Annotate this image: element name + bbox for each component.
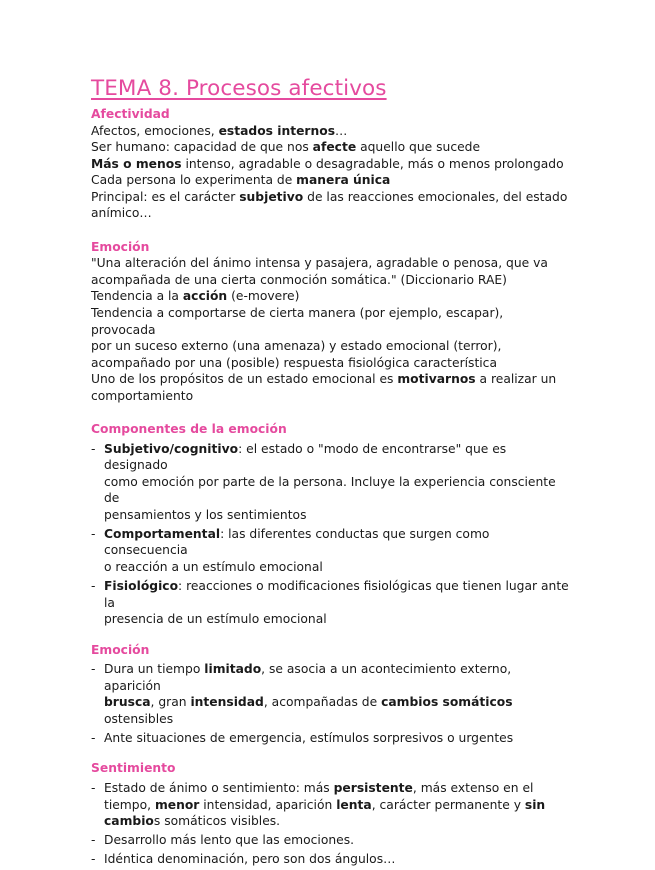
paragraph-line: por un suceso externo (una amenaza) y estado emocional (terror), — [91, 339, 502, 354]
paragraph-line: Tendencia a comportarse de cierta manera (por ejemplo, escapar), provocada — [91, 305, 504, 337]
page-title: TEMA 8. Procesos afectivos — [91, 76, 387, 101]
paragraph-line: Tendencia a la acción (e-movere) — [91, 289, 300, 304]
paragraph-line: "Una alteración del ánimo intensa y pasajera, agradable o penosa, que va — [91, 256, 548, 271]
list-item: - Ante situaciones de emergencia, estímulos sorpresivos o urgentes — [91, 730, 514, 745]
paragraph-line: acompañada de una cierta conmoción somática." (Diccionario RAE) — [91, 272, 507, 287]
section-heading-emocion-2: Emoción — [91, 642, 150, 657]
list-item: - Dura un tiempo limitado, se asocia a un acontecimiento externo, aparición brusca, gran intensidad, acompañadas de cambios somáticos ostensibles — [91, 662, 513, 726]
paragraph-line: Cada persona lo experimenta de manera única — [91, 173, 391, 188]
paragraph-line: Afectos, emociones, estados internos… — [91, 123, 348, 138]
list-item: - Subjetivo/cognitivo: el estado o "modo de encontrarse" que es designado como emoción por parte de la persona. Incluye la experiencia consciente de pensamientos y los sentimientos — [91, 441, 556, 522]
section-heading-componentes: Componentes de la emoción — [91, 422, 287, 437]
list-item: - Idéntica denominación, pero son dos ángulos… — [91, 851, 396, 866]
feeling-list — [91, 780, 571, 868]
section-heading-afectividad: Afectividad — [91, 107, 170, 121]
paragraph-line: Principal: es el carácter subjetivo de las reacciones emocionales, del estado — [91, 189, 568, 204]
list-item: - Estado de ánimo o sentimiento: más persistente, más extenso en el tiempo, menor intensidad, aparición lenta, carácter permanente y sin cambios somáticos visibles. — [91, 780, 546, 829]
paragraph-line: comportamiento — [91, 388, 194, 403]
paragraph-line: Más o menos intenso, agradable o desagradable, más o menos prolongado — [91, 156, 564, 171]
section-heading-emocion: Emoción — [91, 239, 150, 254]
list-item: - Desarrollo más lento que las emociones. — [91, 833, 355, 848]
list-item: - Comportamental: las diferentes conductas que surgen como consecuencia o reacción a un estímulo emocional — [91, 526, 490, 575]
paragraph-line: Ser humano: capacidad de que nos afecte aquello que sucede — [91, 140, 481, 155]
section-heading-sentimiento: Sentimiento — [91, 761, 176, 776]
paragraph-line: Uno de los propósitos de un estado emocional es motivarnos a realizar un — [91, 372, 557, 387]
document-page — [91, 76, 571, 870]
paragraph-line: acompañado por una (posible) respuesta fisiológica característica — [91, 355, 497, 370]
emotion-list — [91, 661, 571, 746]
paragraph-line: anímico… — [91, 206, 152, 221]
list-item: - Fisiológico: reacciones o modificaciones fisiológicas que tienen lugar ante la presencia de un estímulo emocional — [91, 578, 569, 627]
components-list — [91, 441, 571, 628]
